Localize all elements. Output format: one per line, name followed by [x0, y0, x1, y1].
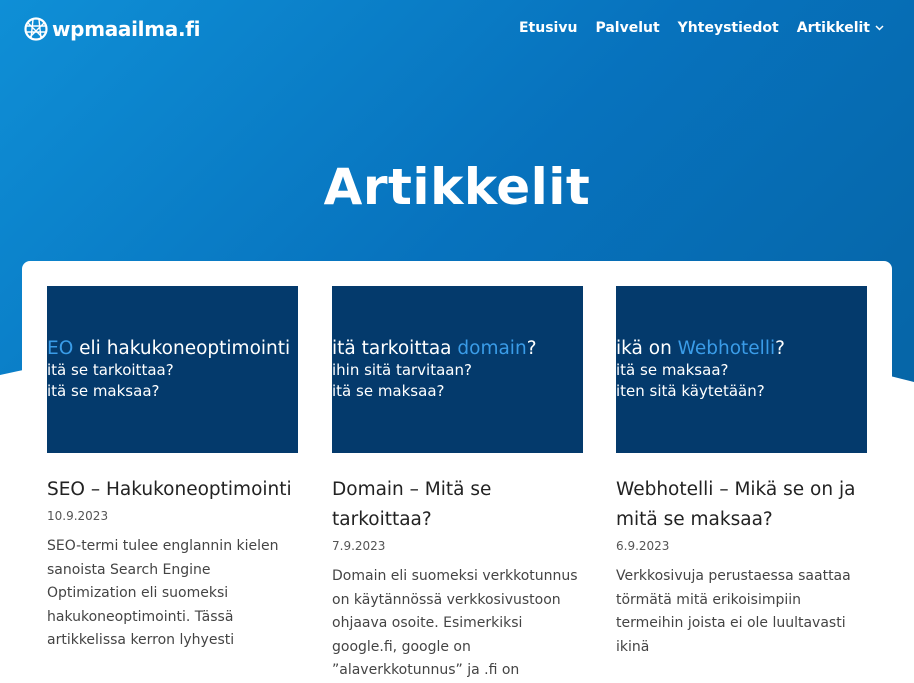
article-thumbnail[interactable]: [47, 286, 298, 453]
article-date: 7.9.2023: [332, 539, 386, 553]
nav-yhteystiedot[interactable]: Yhteystiedot: [677, 20, 779, 36]
thumbnail-headline: ikä on Webhotelli?: [616, 338, 785, 359]
nav-palvelut[interactable]: Palvelut: [595, 20, 660, 36]
site-logo[interactable]: [24, 17, 200, 41]
thumbnail-line: itä se maksaa?: [616, 361, 729, 379]
article-excerpt: Domain eli suomeksi verkkotunnus on käytännössä verkkosivustoon ohjaava osoite. Esimerkiksi google.fi, google on ”alaverkkotunnus” ja .fi on: [332, 568, 578, 678]
article-excerpt: Verkkosivuja perustaessa saattaa törmätä mitä erikoisimpiin termeihin joista ei ole luultavasti ikinä: [616, 568, 851, 655]
nav-etusivu[interactable]: Etusivu: [518, 20, 578, 36]
article-date: 6.9.2023: [616, 539, 670, 553]
article-title[interactable]: Webhotelli – Mikä se on ja mitä se maksaa?: [616, 479, 856, 530]
nav-artikkelit-label: Artikkelit: [796, 20, 870, 36]
article-card-domain: [332, 286, 583, 683]
thumbnail-headline: itä tarkoittaa domain?: [332, 338, 537, 359]
article-excerpt: SEO-termi tulee englannin kielen sanoista Search Engine Optimization eli suomeksi hakukoneoptimointi. Tässä artikkelissa kerron lyhyesti: [47, 538, 279, 648]
thumbnail-line: itä se tarkoittaa?: [47, 361, 174, 379]
thumbnail-line: itä se maksaa?: [332, 382, 445, 400]
globe-icon: [24, 17, 48, 41]
articles-container: [22, 261, 892, 678]
article-thumbnail[interactable]: [616, 286, 867, 453]
article-card-seo: [47, 286, 298, 653]
article-title[interactable]: SEO – Hakukoneoptimointi: [47, 479, 292, 500]
article-thumbnail[interactable]: [332, 286, 583, 453]
chevron-down-icon: [875, 25, 884, 31]
logo-text: wpmaailma.fi: [52, 17, 201, 41]
thumbnail-line: ihin sitä tarvitaan?: [332, 361, 472, 379]
main-nav: [501, 20, 884, 36]
nav-artikkelit[interactable]: [797, 20, 884, 36]
article-date: 10.9.2023: [47, 509, 109, 523]
article-title[interactable]: Domain – Mitä se tarkoittaa?: [332, 479, 492, 530]
thumbnail-headline: EO eli hakukoneoptimointi: [47, 338, 291, 359]
thumbnail-line: itä se maksaa?: [47, 382, 160, 400]
thumbnail-line: iten sitä käytetään?: [616, 382, 765, 400]
page-title: Artikkelit: [323, 158, 591, 216]
article-card-webhotelli: [616, 286, 867, 659]
